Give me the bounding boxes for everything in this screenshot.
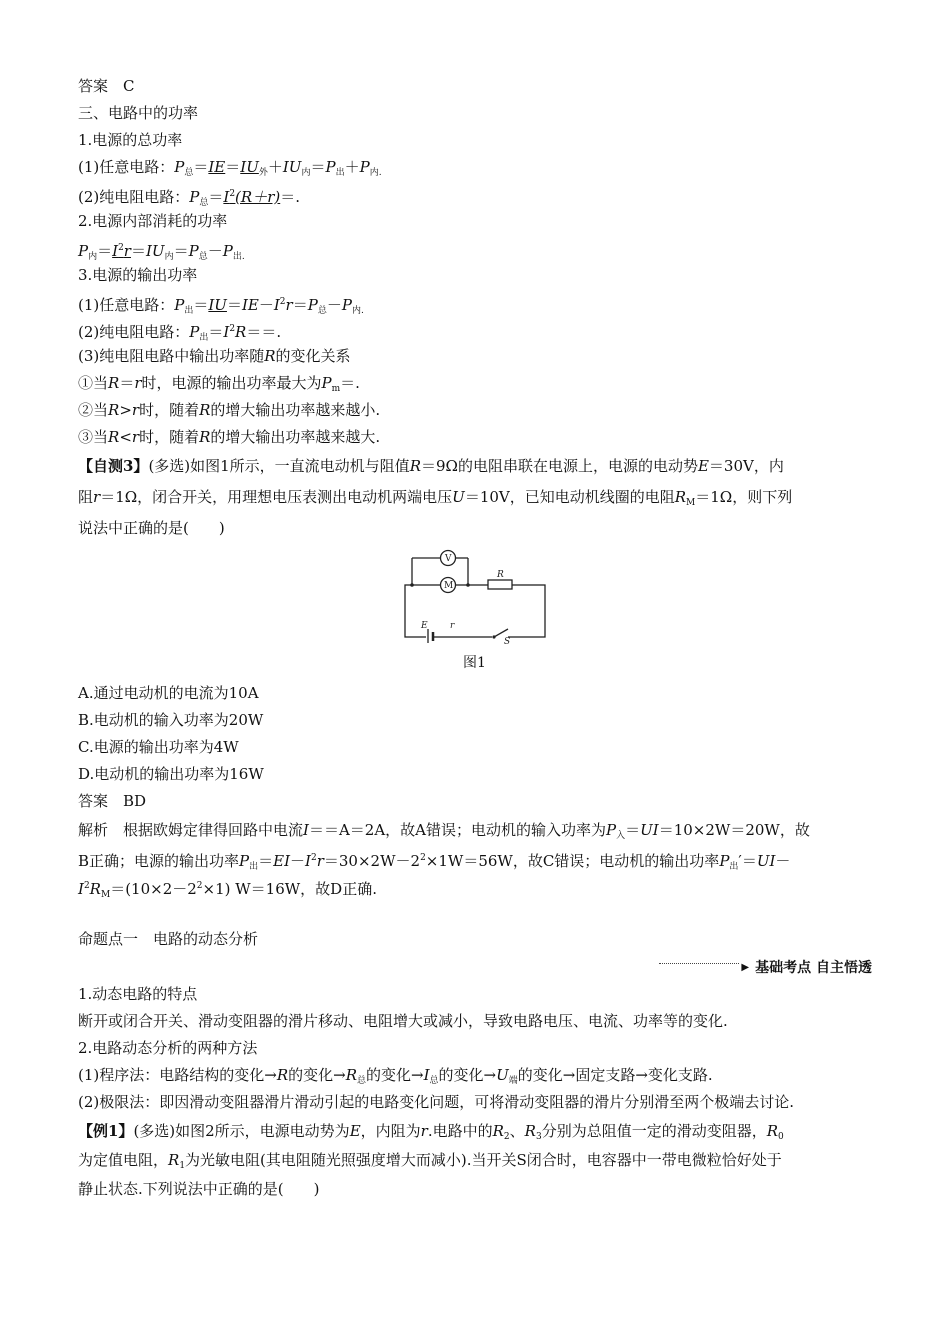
- formula-total-power-resistive: (2)纯电阻电路：$P_总=I^2(R+r)=$.: [78, 188, 300, 208]
- section-tag-label: 基础考点 自主悟透: [755, 960, 872, 976]
- figure-1-caption: 图1: [463, 655, 486, 671]
- option-a: A.通过电动机的电流为10A: [78, 684, 259, 702]
- answer-line-2: 答案 BD: [78, 792, 147, 810]
- switch-contact: [492, 635, 495, 638]
- problem-self-test-3-line-2: 阻r＝1Ω，闭合开关，用理想电压表测出电动机两端电压U＝10V，已知电动机线圈的电阻$R_M=1\Omega$，则下列: [78, 488, 793, 508]
- case-r-greater: ②当R>r时，随着R的增大输出功率越来越小.: [78, 401, 381, 419]
- topic-heading: 命题点一 电路的动态分析: [78, 930, 259, 948]
- procedure-method: (1)程序法：电路结构的变化→R的变化$\to R_总$的变化$\to I_总$的变化$\to U_端$的变化→固定支路→变化支路.: [78, 1066, 713, 1086]
- problem-self-test-3-line-3: 说法中正确的是( ): [78, 519, 225, 537]
- dynamic-text-1: 断开或闭合开关、滑动变阻器的滑片移动、电阻增大或减小，导致电路电压、电流、功率等的变化.: [78, 1012, 728, 1030]
- junction-dot: [466, 583, 470, 587]
- option-c: C.电源的输出功率为4W: [78, 738, 239, 756]
- dynamic-subheading-1: 1.动态电路的特点: [78, 985, 198, 1003]
- formula-total-power-any: (1)任意电路：$P_总=IE=IU_外+IU_内=P_出+P_{内.}$: [78, 158, 382, 178]
- emf-label: E: [421, 621, 428, 631]
- subheading-output-vs-r: (3)纯电阻电路中输出功率随R的变化关系: [78, 347, 351, 365]
- explanation-line-2: B正确；电源的输出功率$P_出=EI-I^2r=30\times 2W-2^2\times 1W=56W$，故C错误；电动机的输出功率$P_出'=UI-$: [78, 852, 791, 872]
- example-1-line-2: 为定值电阻，$R_1$为光敏电阻(其电阻随光照强度增大而减小).当开关S闭合时，电容器中一带电微粒恰好处于: [78, 1151, 782, 1171]
- resistor-symbol: [488, 580, 512, 589]
- junction-dot: [410, 583, 414, 587]
- formula-output-power-resistive: (2)纯电阻电路：$P_出=I^2R==$.: [78, 323, 282, 343]
- dynamic-subheading-2: 2.电路动态分析的两种方法: [78, 1039, 258, 1057]
- explanation-line-3: $I^2R_M=(10\times 2-2^2\times 1)$ W＝16W，故D正确.: [78, 880, 377, 900]
- subheading-output-power: 3.电源的输出功率: [78, 266, 198, 284]
- limit-method: (2)极限法：即因滑动变阻器滑片滑动引起的电路变化问题，可将滑动变阻器的滑片分别滑至两个极端去讨论.: [78, 1093, 795, 1111]
- formula-internal-power: $P_内=I^2r=IU_内=P_总-P_{出.}$: [78, 242, 245, 262]
- option-b: B.电动机的输入功率为20W: [78, 711, 264, 729]
- problem-self-test-3-line-1: 【自测3】(多选)如图1所示，一直流电动机与阻值R＝9Ω的电阻串联在电源上，电源的电动势E＝30V，内: [78, 457, 784, 475]
- case-r-equals: ①当R＝r时，电源的输出功率最大为$P_m=$.: [78, 374, 360, 394]
- section-tag: [659, 957, 872, 977]
- explanation-line-1: 解析 根据欧姆定律得回路中电流I＝＝A＝2A，故A错误；电动机的输入功率为$P_入=UI=10\times 2W=20W$，故: [78, 821, 810, 841]
- section-heading-power: 三、电路中的功率: [78, 104, 199, 122]
- resistor-label: R: [497, 570, 504, 580]
- subheading-internal-power: 2.电源内部消耗的功率: [78, 212, 228, 230]
- subheading-total-power: 1.电源的总功率: [78, 131, 183, 149]
- option-d: D.电动机的输出功率为16W: [78, 765, 264, 783]
- switch-label: S: [504, 637, 511, 647]
- motor-label: M: [444, 581, 454, 591]
- voltmeter-label: V: [445, 554, 452, 564]
- example-1-line-3: 静止状态.下列说法中正确的是( ): [78, 1180, 320, 1198]
- example-1-line-1: 【例1】(多选)如图2所示，电源电动势为E，内阻为r.电路中的$R_2$、$R_3$分别为总阻值一定的滑动变阻器，$R_0$: [78, 1122, 784, 1142]
- circuit-diagram-figure-1: [400, 545, 552, 647]
- arrow-right-icon: ▶: [741, 961, 750, 973]
- case-r-less: ③当R<r时，随着R的增大输出功率越来越大.: [78, 428, 381, 446]
- answer-line-1: 答案 C: [78, 77, 135, 95]
- formula-output-power-any: (1)任意电路：$P_出=IU=IE-I^2r=P_总-P_{内.}$: [78, 296, 364, 316]
- dotted-leader: [659, 963, 739, 964]
- internal-resistance-label: r: [450, 621, 455, 631]
